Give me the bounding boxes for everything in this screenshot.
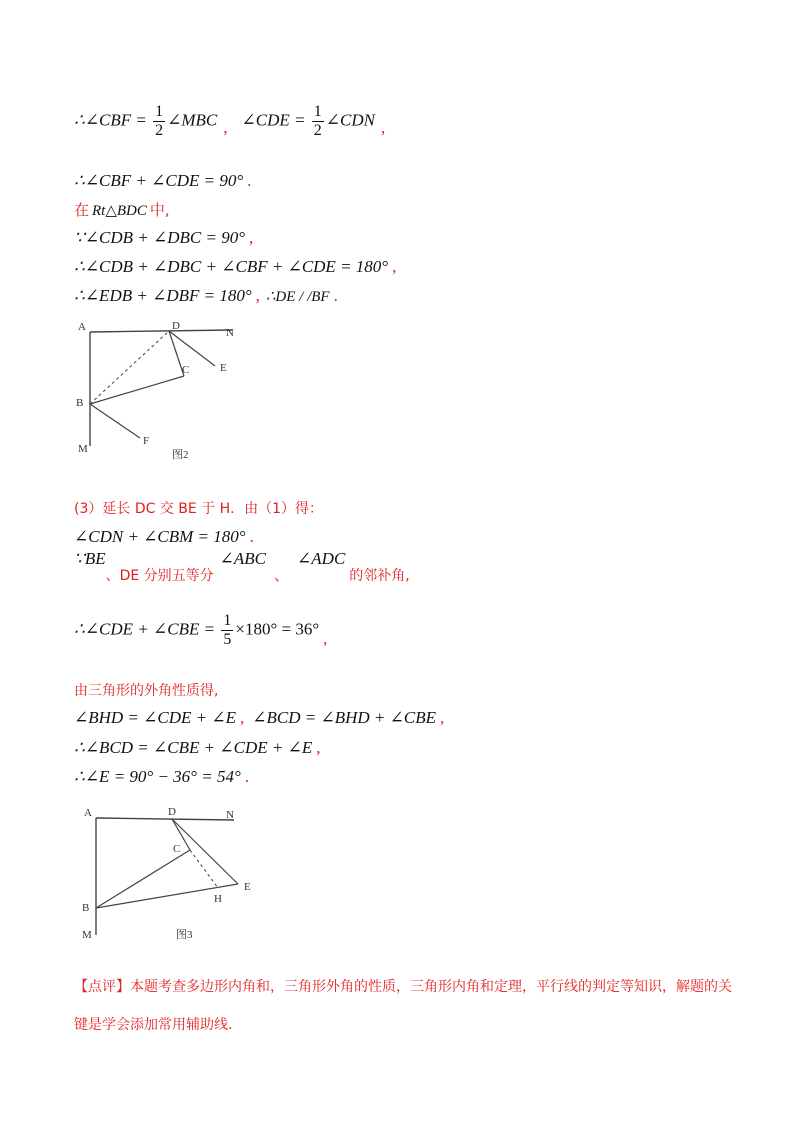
fig3-caption: 图3 bbox=[176, 929, 193, 941]
fig3-label-a: A bbox=[84, 807, 92, 819]
equation-line-4 bbox=[74, 227, 253, 249]
eq2-text: ∴∠CBF + ∠CDE = 90° bbox=[74, 171, 244, 190]
comma: , bbox=[223, 118, 228, 138]
figure-3 bbox=[72, 800, 272, 954]
figure-3-diagram bbox=[72, 800, 272, 950]
eq9-sep: 、 bbox=[274, 566, 290, 584]
eq1-part-c: ∠CDE = bbox=[241, 110, 310, 130]
equation-line-5 bbox=[74, 256, 396, 278]
eq9-be: ∵BE bbox=[74, 549, 106, 568]
fraction-denominator: 2 bbox=[313, 122, 322, 139]
eq9-suffix: 的邻补角, bbox=[349, 568, 410, 584]
equation-line-3 bbox=[74, 199, 170, 222]
equation-line-6 bbox=[74, 285, 338, 308]
fraction-numerator: 1 bbox=[313, 103, 322, 120]
eq10-part-a: ∴∠CDE + ∠CBE = bbox=[74, 619, 220, 639]
period: . bbox=[247, 171, 252, 190]
section-3-title: (3）延长 DC 交 BE 于 H．由（1）得： bbox=[74, 501, 324, 517]
comma: , bbox=[249, 228, 254, 247]
fig3-label-n: N bbox=[226, 809, 234, 821]
fig3-label-b: B bbox=[82, 902, 90, 914]
eq9-abc: ∠ABC bbox=[219, 549, 267, 568]
equation-line-8 bbox=[74, 526, 254, 548]
fraction-numerator: 1 bbox=[223, 612, 232, 629]
text-line-11: 由三角形的外角性质得, bbox=[74, 683, 219, 699]
comment-block bbox=[74, 968, 734, 1044]
equation-line-2 bbox=[74, 170, 251, 192]
period: . bbox=[249, 527, 254, 546]
eq14-text: ∴∠E = 90° − 36° = 54° bbox=[74, 767, 241, 786]
fig2-label-n: N bbox=[226, 327, 234, 339]
fig3-label-e: E bbox=[244, 881, 251, 893]
fraction-one-half bbox=[153, 103, 165, 140]
equation-line-14 bbox=[74, 766, 249, 788]
fraction-one-half-2 bbox=[312, 103, 324, 140]
equation-line-1 bbox=[74, 103, 385, 140]
fraction-numerator: 1 bbox=[155, 103, 164, 120]
eq1-part-d: ∠CDN bbox=[325, 110, 375, 130]
fig3-label-m: M bbox=[82, 929, 92, 941]
fig2-label-d: D bbox=[172, 320, 180, 332]
figure-2 bbox=[72, 318, 252, 472]
comment-tag: 【点评】 bbox=[74, 979, 130, 995]
fig2-caption: 图2 bbox=[172, 449, 189, 461]
fraction-denominator: 5 bbox=[223, 631, 232, 648]
fig2-label-f: F bbox=[143, 435, 150, 447]
fig2-label-e: E bbox=[220, 362, 227, 374]
period: . bbox=[244, 767, 250, 786]
fig2-label-a: A bbox=[78, 321, 86, 333]
comma: , bbox=[240, 708, 245, 727]
eq8-text: ∠CDN + ∠CBM = 180° bbox=[74, 527, 246, 546]
eq9-adc: ∠ADC bbox=[297, 549, 346, 568]
comma: , bbox=[316, 738, 321, 757]
fig3-label-c: C bbox=[173, 843, 181, 855]
fraction-one-fifth bbox=[221, 612, 233, 649]
fraction-denominator: 2 bbox=[155, 122, 164, 139]
comment-text: 本题考查多边形内角和，三角形外角的性质，三角形内角和定理，平行线的判定等知识，解题的关键是学会添加常用辅助线. bbox=[74, 979, 732, 1033]
comma: , bbox=[323, 629, 328, 649]
fig3-label-d: D bbox=[168, 806, 176, 818]
comma: , bbox=[392, 257, 397, 276]
fig3-label-h: H bbox=[214, 893, 222, 905]
fig2-label-c: C bbox=[182, 364, 190, 376]
fig2-label-b: B bbox=[76, 397, 84, 409]
comma: , bbox=[255, 286, 260, 305]
period: . bbox=[333, 286, 338, 305]
eq1-part-b: ∠MBC bbox=[167, 110, 218, 130]
eq12-part-a: ∠BHD = ∠CDE + ∠E bbox=[74, 708, 236, 727]
equation-line-13 bbox=[74, 737, 320, 759]
eq13-text: ∴∠BCD = ∠CBE + ∠CDE + ∠E bbox=[74, 738, 313, 757]
eq9-text: 、DE 分别五等分 bbox=[105, 568, 214, 584]
eq6-part-b: ∴DE / /BF bbox=[265, 289, 330, 305]
eq10-part-b: ×180° = 36° bbox=[235, 619, 320, 639]
equation-line-9 bbox=[74, 549, 410, 584]
figure-2-diagram bbox=[72, 318, 252, 468]
eq4-text: ∵∠CDB + ∠DBC = 90° bbox=[74, 228, 246, 247]
fig2-label-m: M bbox=[78, 443, 88, 455]
eq12-part-b: ∠BCD = ∠BHD + ∠CBE bbox=[252, 708, 436, 727]
eq6-part-a: ∴∠EDB + ∠DBF = 180° bbox=[74, 286, 252, 305]
eq1-part-a: ∴∠CBF = bbox=[74, 110, 152, 130]
comma: , bbox=[380, 118, 386, 138]
eq5-text: ∴∠CDB + ∠DBC + ∠CBF + ∠CDE = 180° bbox=[74, 257, 389, 276]
eq3-triangle: Rt△BDC bbox=[92, 203, 147, 219]
eq3-zai: 在 bbox=[74, 201, 90, 219]
equation-line-12 bbox=[74, 707, 444, 729]
comma: , bbox=[439, 708, 445, 727]
equation-line-10 bbox=[74, 612, 327, 649]
eq3-zhong: 中, bbox=[149, 201, 170, 219]
